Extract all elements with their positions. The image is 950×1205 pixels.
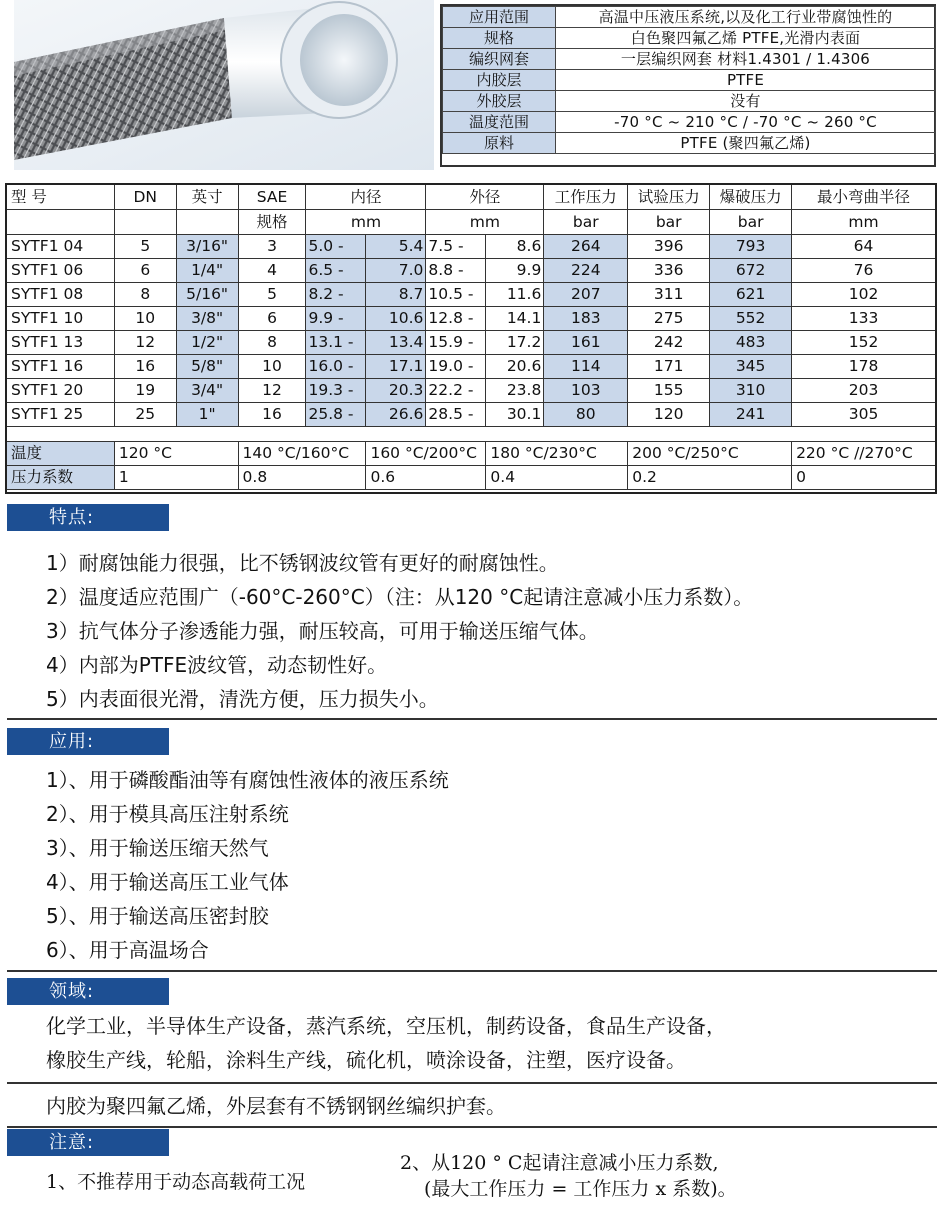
col-od-max-cell: 23.8 [486, 379, 544, 403]
spec-row [443, 49, 936, 70]
col-model-cell: SYTF1 16 [7, 355, 115, 379]
col-tp-cell: 242 [628, 331, 710, 355]
spec-value: 没有 [556, 91, 936, 112]
col-inch-unit [176, 210, 238, 235]
col-bp-cell: 345 [710, 355, 792, 379]
col-id-max-cell: 10.6 [366, 307, 426, 331]
col-tp-unit: bar [628, 210, 710, 235]
col-wp-header: 工作压力 [544, 185, 628, 210]
spec-row [443, 133, 936, 154]
section-divider [7, 718, 937, 720]
col-tp-cell: 311 [628, 283, 710, 307]
col-od-max-cell: 9.9 [486, 259, 544, 283]
col-dn-header: DN [114, 185, 176, 210]
col-id-min-cell: 6.5 - [306, 259, 366, 283]
spec-key: 原料 [443, 133, 556, 154]
col-model-cell: SYTF1 13 [7, 331, 115, 355]
col-inch-cell: 3/8" [176, 307, 238, 331]
col-model-cell: SYTF1 04 [7, 235, 115, 259]
col-model-cell: SYTF1 25 [7, 403, 115, 427]
feature-item: 3）抗气体分子渗透能力强，耐压较高，可用于输送压缩气体。 [46, 619, 599, 643]
col-tp-cell: 155 [628, 379, 710, 403]
fields-heading: 领域: [7, 978, 169, 1005]
col-br-cell: 305 [792, 403, 936, 427]
col-br-cell: 76 [792, 259, 936, 283]
notice-heading: 注意: [7, 1129, 169, 1156]
pressure-factor-cell: 0 [792, 466, 936, 490]
table-row [7, 379, 936, 403]
temperature-label: 温度 [7, 442, 115, 466]
col-wp-cell: 103 [544, 379, 628, 403]
col-bp-cell: 552 [710, 307, 792, 331]
spec-key: 规格 [443, 28, 556, 49]
pressure-factor-cell: 0.4 [486, 466, 628, 490]
col-id-max-cell: 20.3 [366, 379, 426, 403]
col-br-cell: 178 [792, 355, 936, 379]
col-bp-unit: bar [710, 210, 792, 235]
col-tp-cell: 396 [628, 235, 710, 259]
col-model-cell: SYTF1 20 [7, 379, 115, 403]
col-tp-cell: 120 [628, 403, 710, 427]
col-od-max-cell: 11.6 [486, 283, 544, 307]
col-id-max-cell: 17.1 [366, 355, 426, 379]
temperature-cell: 200 °C/250°C [628, 442, 792, 466]
col-sae-cell: 16 [238, 403, 306, 427]
col-sae-header: SAE [238, 185, 306, 210]
table-row [7, 283, 936, 307]
col-id-min-cell: 19.3 - [306, 379, 366, 403]
col-od-unit: mm [426, 210, 544, 235]
application-item: 1）、用于磷酸酯油等有腐蚀性液体的液压系统 [46, 768, 449, 792]
col-dn-cell: 19 [114, 379, 176, 403]
col-bp-cell: 310 [710, 379, 792, 403]
col-model-cell: SYTF1 06 [7, 259, 115, 283]
hose-product-image [14, 0, 434, 170]
col-model-unit [7, 210, 115, 235]
col-inch-cell: 5/16" [176, 283, 238, 307]
col-wp-cell: 183 [544, 307, 628, 331]
pressure-factor-cell: 1 [114, 466, 238, 490]
col-id-min-cell: 13.1 - [306, 331, 366, 355]
col-wp-cell: 114 [544, 355, 628, 379]
col-br-unit: mm [792, 210, 936, 235]
fields-line: 橡胶生产线，轮船，涂料生产线，硫化机，喷涂设备，注塑，医疗设备。 [46, 1048, 686, 1072]
col-id-min-cell: 9.9 - [306, 307, 366, 331]
pressure-factor-cell: 0.2 [628, 466, 792, 490]
col-id-max-cell: 7.0 [366, 259, 426, 283]
spec-key: 编织网套 [443, 49, 556, 70]
table-row [7, 307, 936, 331]
temperature-cell: 180 °C/230°C [486, 442, 628, 466]
col-tp-header: 试验压力 [628, 185, 710, 210]
col-od-min-cell: 22.2 - [426, 379, 486, 403]
col-od-max-cell: 8.6 [486, 235, 544, 259]
col-model-cell: SYTF1 10 [7, 307, 115, 331]
col-sae-cell: 10 [238, 355, 306, 379]
temperature-cell: 160 °C/200°C [366, 442, 486, 466]
spec-key: 外胶层 [443, 91, 556, 112]
col-od-max-cell: 17.2 [486, 331, 544, 355]
table-row [7, 259, 936, 283]
col-br-cell: 64 [792, 235, 936, 259]
col-model-header: 型 号 [7, 185, 115, 210]
col-br-header: 最小弯曲半径 [792, 185, 936, 210]
pressure-factor-row [7, 466, 936, 490]
col-sae-cell: 4 [238, 259, 306, 283]
col-tp-cell: 171 [628, 355, 710, 379]
col-inch-cell: 5/8" [176, 355, 238, 379]
col-bp-header: 爆破压力 [710, 185, 792, 210]
feature-item: 5）内表面很光滑，清洗方便，压力损失小。 [46, 687, 439, 711]
feature-item: 1）耐腐蚀能力很强，比不锈钢波纹管有更好的耐腐蚀性。 [46, 551, 559, 575]
col-bp-cell: 793 [710, 235, 792, 259]
col-id-max-cell: 26.6 [366, 403, 426, 427]
spec-value: 白色聚四氟乙烯 PTFE,光滑内表面 [556, 28, 936, 49]
application-item: 6）、用于高温场合 [46, 938, 209, 962]
col-dn-cell: 5 [114, 235, 176, 259]
col-wp-cell: 224 [544, 259, 628, 283]
col-br-cell: 102 [792, 283, 936, 307]
col-od-max-cell: 14.1 [486, 307, 544, 331]
col-inch-cell: 1/2" [176, 331, 238, 355]
col-id-max-cell: 8.7 [366, 283, 426, 307]
col-id-max-cell: 5.4 [366, 235, 426, 259]
application-item: 5）、用于输送高压密封胶 [46, 904, 269, 928]
temperature-cell: 220 °C //270°C [792, 442, 936, 466]
spec-value: 高温中压液压系统,以及化工行业带腐蚀性的 [556, 7, 936, 28]
spec-row [443, 7, 936, 28]
col-id-min-cell: 25.8 - [306, 403, 366, 427]
col-od-min-cell: 7.5 - [426, 235, 486, 259]
notice-item-2-formula: (最大工作压力 = 工作压力 x 系数)。 [424, 1178, 737, 1200]
col-od-min-cell: 8.8 - [426, 259, 486, 283]
application-item: 2）、用于模具高压注射系统 [46, 802, 289, 826]
temperature-row [7, 442, 936, 466]
col-od-min-cell: 15.9 - [426, 331, 486, 355]
table-row [7, 331, 936, 355]
application-item: 3）、用于输送压缩天然气 [46, 836, 269, 860]
header-row [7, 185, 936, 210]
col-sae-cell: 3 [238, 235, 306, 259]
feature-item: 4）内部为PTFE波纹管，动态韧性好。 [46, 653, 388, 677]
spec-key: 内胶层 [443, 70, 556, 91]
table-row [7, 235, 936, 259]
notice-item-1: 1、不推荐用于动态高载荷工况 [46, 1171, 306, 1193]
col-tp-cell: 336 [628, 259, 710, 283]
spec-value: 一层编织网套 材料1.4301 / 1.4306 [556, 49, 936, 70]
notice-item-2: 2、从120 ° C起请注意减小压力系数, [400, 1152, 719, 1174]
col-sae-cell: 12 [238, 379, 306, 403]
table-row [7, 355, 936, 379]
col-sae-cell: 6 [238, 307, 306, 331]
section-divider [7, 1082, 937, 1084]
pressure-factor-label: 压力系数 [7, 466, 115, 490]
col-od-max-cell: 20.6 [486, 355, 544, 379]
col-inch-cell: 3/4" [176, 379, 238, 403]
col-id-min-cell: 16.0 - [306, 355, 366, 379]
col-id-min-cell: 8.2 - [306, 283, 366, 307]
col-inch-header: 英寸 [176, 185, 238, 210]
col-id-header: 内径 [306, 185, 426, 210]
col-sae-cell: 5 [238, 283, 306, 307]
col-sae-cell: 8 [238, 331, 306, 355]
col-bp-cell: 621 [710, 283, 792, 307]
spacer-cell [7, 427, 936, 442]
spec-row [443, 70, 936, 91]
spec-table [442, 6, 936, 154]
col-od-header: 外径 [426, 185, 544, 210]
spec-row [443, 28, 936, 49]
col-bp-cell: 483 [710, 331, 792, 355]
col-od-max-cell: 30.1 [486, 403, 544, 427]
spec-value: -70 °C ~ 210 °C / -70 °C ~ 260 °C [556, 112, 936, 133]
col-od-min-cell: 19.0 - [426, 355, 486, 379]
col-wp-cell: 161 [544, 331, 628, 355]
pressure-factor-cell: 0.6 [366, 466, 486, 490]
col-id-max-cell: 13.4 [366, 331, 426, 355]
col-model-cell: SYTF1 08 [7, 283, 115, 307]
col-bp-cell: 241 [710, 403, 792, 427]
spec-value: PTFE (聚四氟乙烯) [556, 133, 936, 154]
material-note: 内胶为聚四氟乙烯，外层套有不锈钢钢丝编织护套。 [46, 1094, 506, 1118]
col-sae-unit: 规格 [238, 210, 306, 235]
col-br-cell: 152 [792, 331, 936, 355]
applications-heading: 应用: [7, 728, 169, 755]
col-dn-unit [114, 210, 176, 235]
hose-spec-table [6, 184, 936, 490]
section-divider [7, 970, 937, 972]
col-tp-cell: 275 [628, 307, 710, 331]
col-od-min-cell: 12.8 - [426, 307, 486, 331]
spec-value: PTFE [556, 70, 936, 91]
col-od-min-cell: 28.5 - [426, 403, 486, 427]
col-br-cell: 203 [792, 379, 936, 403]
col-inch-cell: 1" [176, 403, 238, 427]
temperature-cell: 140 °C/160°C [238, 442, 366, 466]
features-heading: 特点: [7, 504, 169, 531]
col-id-unit: mm [306, 210, 426, 235]
col-dn-cell: 25 [114, 403, 176, 427]
col-dn-cell: 6 [114, 259, 176, 283]
col-br-cell: 133 [792, 307, 936, 331]
fields-line: 化学工业，半导体生产设备，蒸汽系统，空压机，制药设备，食品生产设备， [46, 1014, 726, 1038]
spec-row [443, 91, 936, 112]
col-wp-unit: bar [544, 210, 628, 235]
col-inch-cell: 1/4" [176, 259, 238, 283]
application-item: 4）、用于输送高压工业气体 [46, 870, 289, 894]
col-id-min-cell: 5.0 - [306, 235, 366, 259]
col-wp-cell: 207 [544, 283, 628, 307]
col-dn-cell: 10 [114, 307, 176, 331]
section-divider [7, 1126, 937, 1128]
col-dn-cell: 8 [114, 283, 176, 307]
temperature-cell: 120 °C [114, 442, 238, 466]
col-bp-cell: 672 [710, 259, 792, 283]
header-unit-row [7, 210, 936, 235]
spec-key: 应用范围 [443, 7, 556, 28]
pressure-factor-cell: 0.8 [238, 466, 366, 490]
spec-key: 温度范围 [443, 112, 556, 133]
col-wp-cell: 80 [544, 403, 628, 427]
col-dn-cell: 12 [114, 331, 176, 355]
feature-item: 2）温度适应范围广（-60°C-260°C）（注：从120 °C起请注意减小压力系数）。 [46, 585, 754, 609]
col-inch-cell: 3/16" [176, 235, 238, 259]
table-row [7, 403, 936, 427]
col-wp-cell: 264 [544, 235, 628, 259]
spec-row [443, 112, 936, 133]
spacer-row [7, 427, 936, 442]
col-od-min-cell: 10.5 - [426, 283, 486, 307]
col-dn-cell: 16 [114, 355, 176, 379]
